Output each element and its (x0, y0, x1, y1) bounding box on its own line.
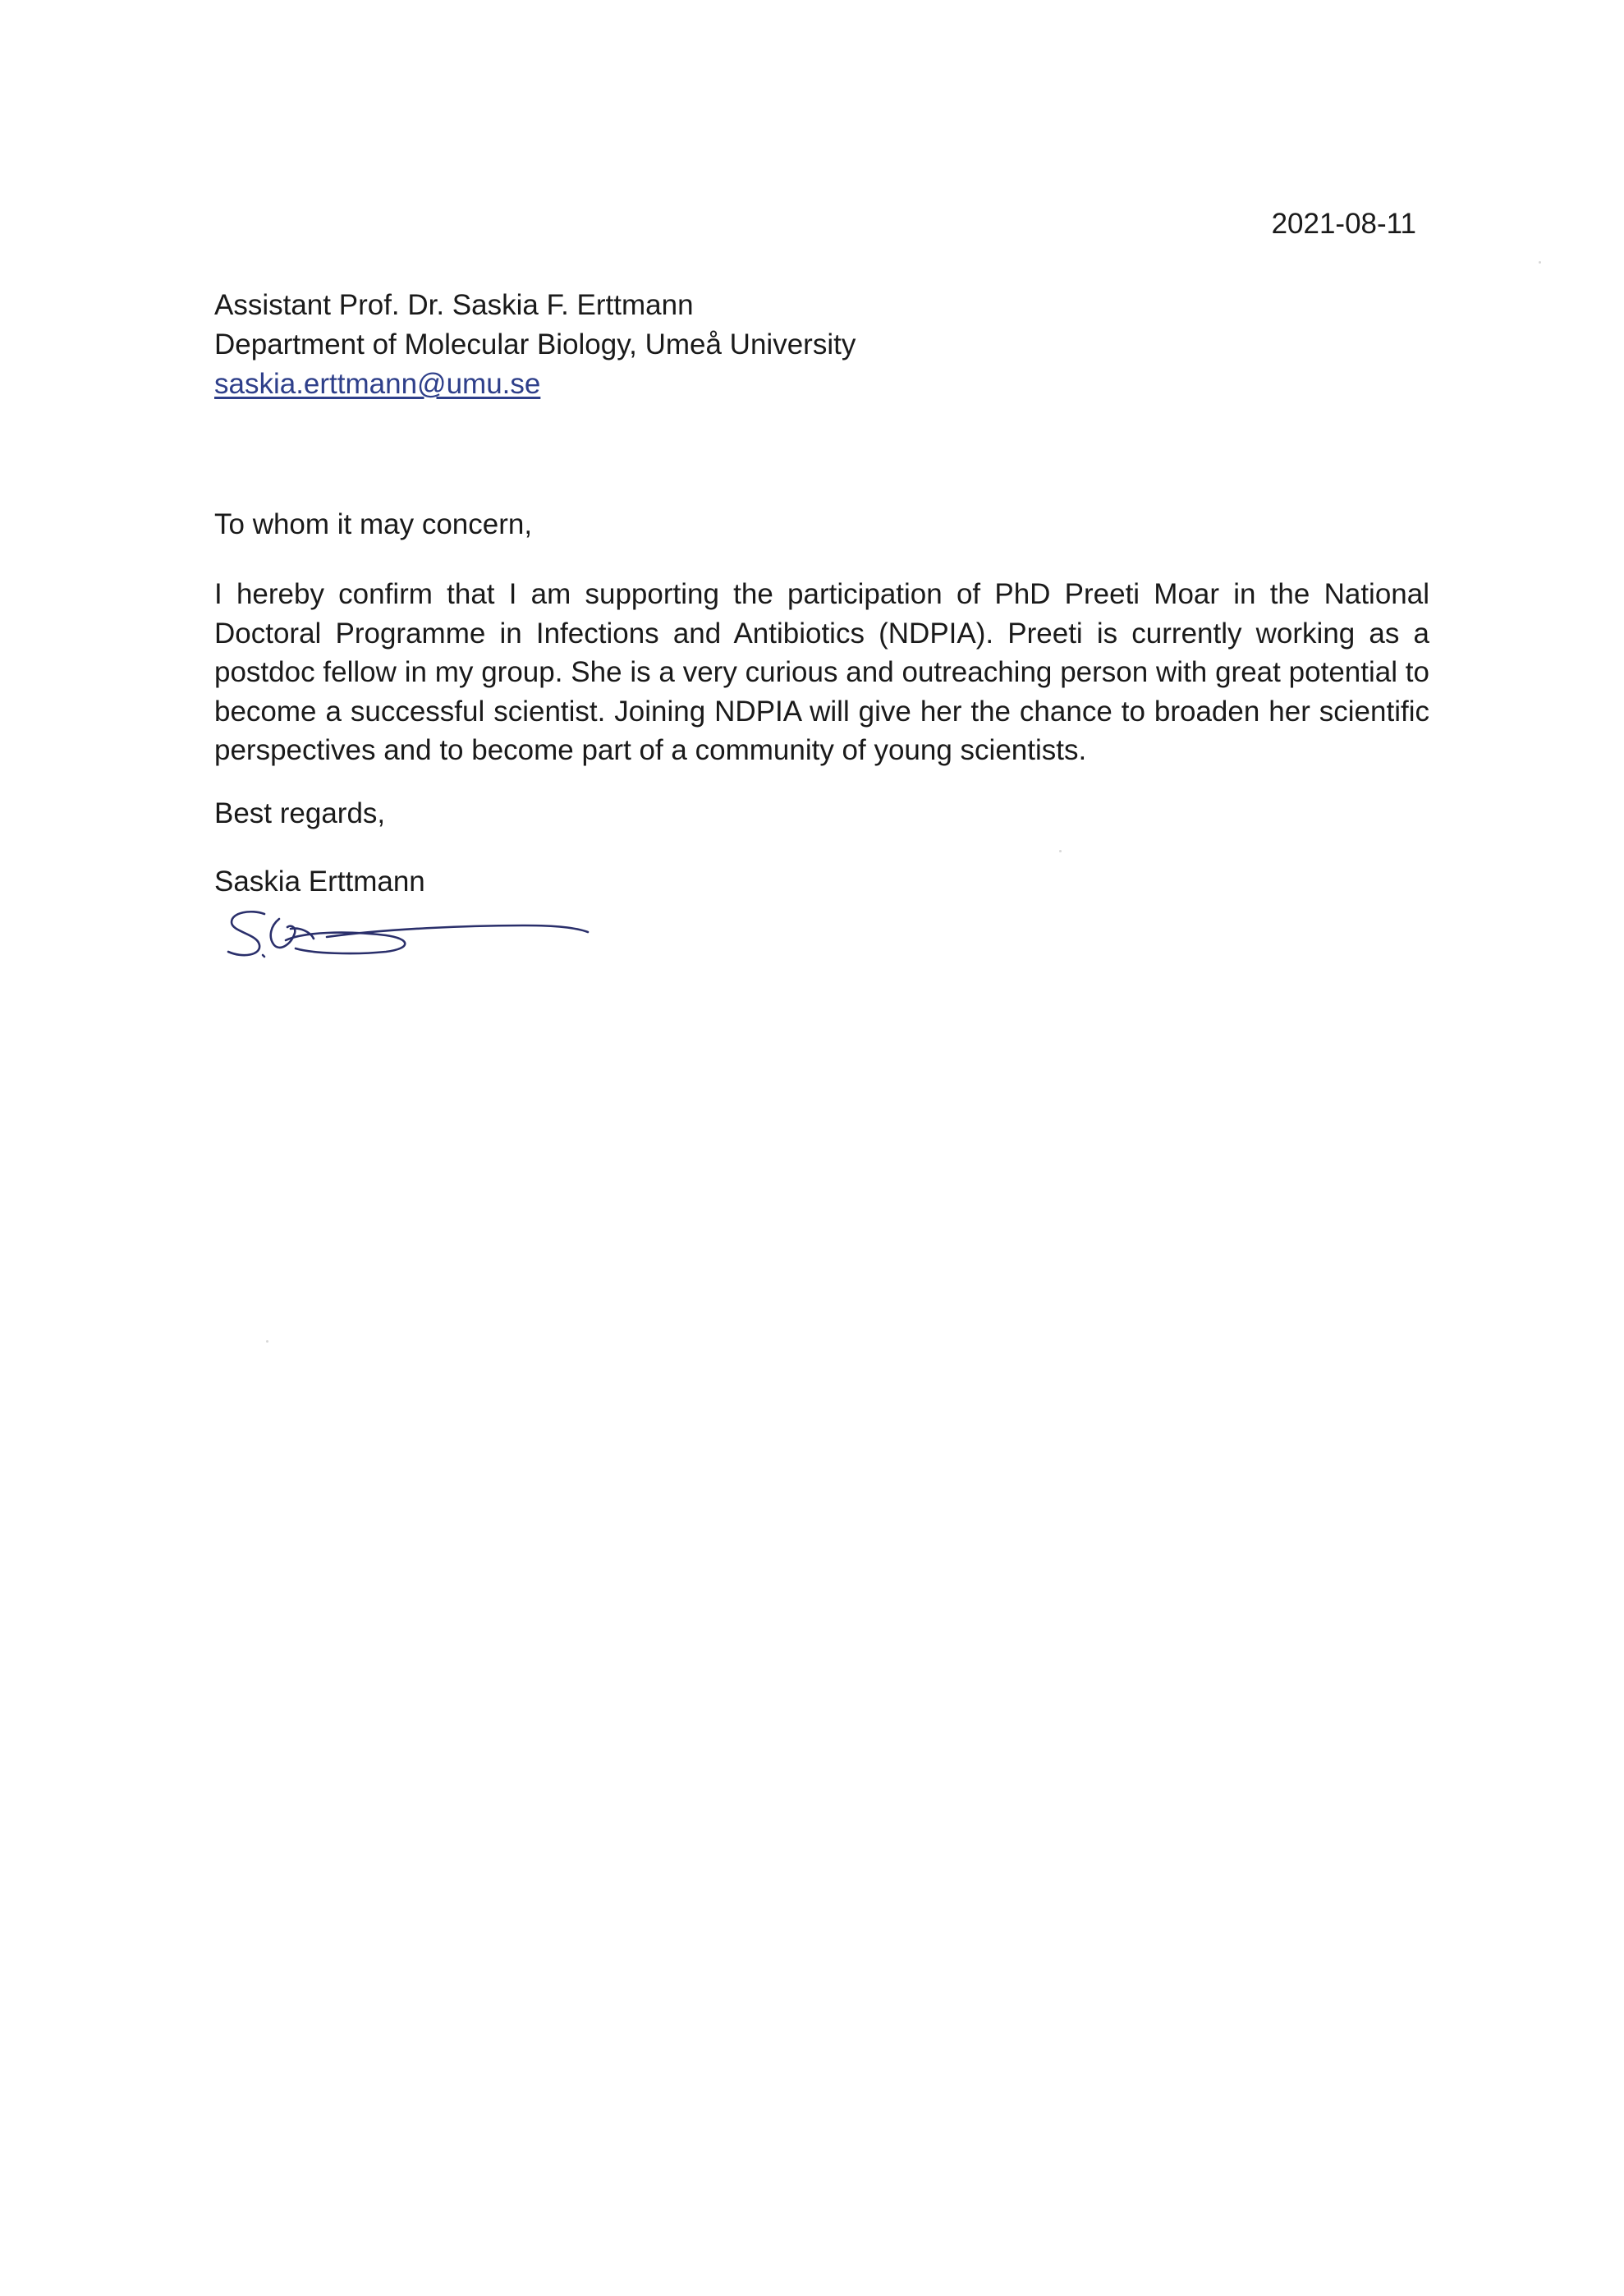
sender-email-link[interactable]: saskia.erttmann@umu.se (214, 368, 541, 400)
signer-name: Saskia Erttmann (214, 866, 425, 898)
scan-speck (266, 1340, 268, 1343)
letter-date: 2021-08-11 (1271, 208, 1416, 240)
salutation: To whom it may concern, (214, 508, 533, 540)
scan-speck (1539, 261, 1541, 264)
sender-department: Department of Molecular Biology, Umeå University (214, 328, 856, 360)
signature-icon (222, 907, 599, 973)
closing: Best regards, (214, 797, 386, 829)
letter-body: I hereby confirm that I am supporting the participation of PhD Preeti Moar in the National Doctoral Programme in Infections and Antibiotics (NDPIA). Preeti is currently working as a postdoc fellow in my group. She is a very curious and outreaching person with great potential to become a successful scientist. Joining NDPIA will give her the chance to broaden her scientific perspectives and to become part of a community of young scientists. (214, 578, 1429, 766)
sender-block (214, 286, 856, 404)
scan-speck (1059, 850, 1062, 852)
sender-name: Assistant Prof. Dr. Saskia F. Erttmann (214, 289, 694, 321)
